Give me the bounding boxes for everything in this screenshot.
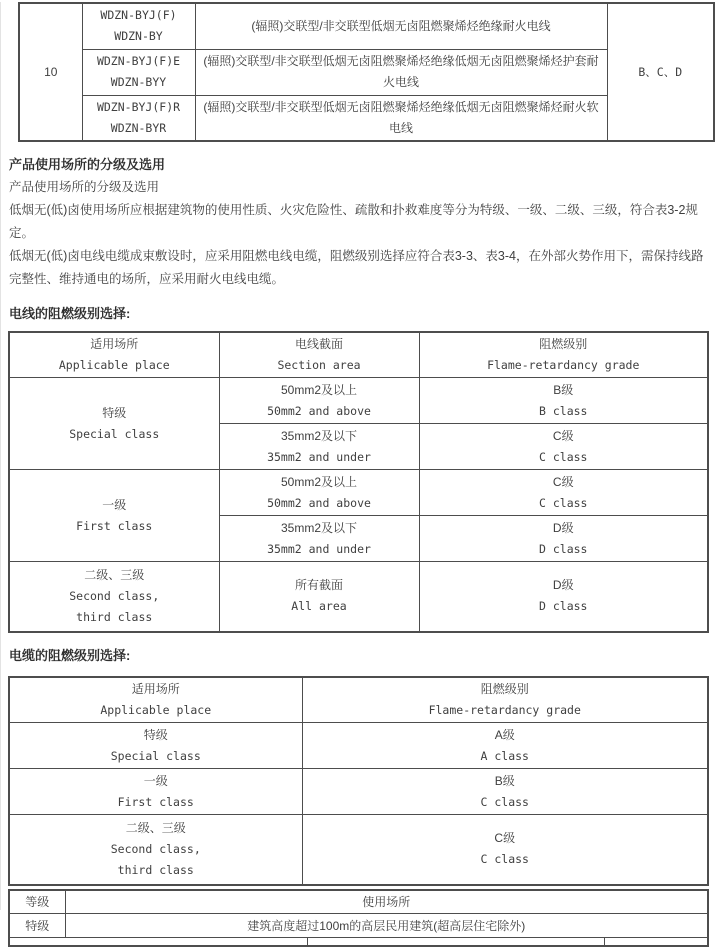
section-cell: 35mm2及以下 35mm2 and under (219, 516, 419, 562)
grade-cell: D级 D class (419, 562, 708, 632)
cable-table-heading: 电缆的阻燃级别选择: (9, 647, 131, 663)
table-header-row (9, 677, 708, 723)
grade-cell: D级 D class (419, 516, 708, 562)
usage-place-grade-table (8, 889, 709, 947)
table-header-row (9, 332, 708, 378)
model-code: WDZN-BYJ(F)R (96, 99, 181, 114)
table-row (9, 470, 708, 516)
table-header-row (9, 890, 708, 914)
place-cell: 一级 First class (9, 769, 302, 815)
wire-flame-grade-table (8, 331, 709, 633)
model-code: WDZN-BY (114, 29, 163, 44)
wire-table-heading: 电线的阻燃级别选择: (9, 306, 131, 321)
model-code: WDZN-BYJ(F) (100, 8, 177, 23)
level-cell: 特级 (9, 914, 65, 938)
level-header-cell: 等级 (9, 890, 65, 914)
cable-flame-grade-table (8, 676, 709, 886)
section-cell: 所有截面 All area (219, 562, 419, 632)
section-subheading: 产品使用场所的分级及选用 (9, 180, 160, 194)
model-code-cell (82, 3, 195, 49)
place-cell: 特级 Special class (9, 723, 302, 769)
level-cell (9, 938, 307, 946)
model-code-cell (82, 49, 195, 95)
grade-cell: C级 C class (419, 470, 708, 516)
product-description-cell: (辐照)交联型/非交联型低烟无卤阻燃聚烯烃绝缘耐火电线 (195, 3, 607, 49)
model-code: WDZN-BYJ(F)E (96, 54, 181, 68)
cable-heading-block (9, 644, 709, 667)
place-cell: 特级 Special class (9, 378, 219, 470)
paragraph: 低烟无(低)卤电线电缆成束敷设时，应采用阻燃电线电缆，阻燃级别选择应符合表3-3、表3-4，在外部火势作用下，需保持线路完整性、维持通电的场所，应采用耐火电线电缆。 (9, 249, 704, 286)
product-model-table (18, 2, 715, 142)
grade-cell: A级 A class (302, 723, 708, 769)
table-row-clipped (9, 938, 708, 946)
model-code: WDZN-BYR (110, 120, 167, 135)
table-row (9, 769, 708, 815)
place-cell: 二级、三级 Second class, third class (9, 815, 302, 885)
place-cell (604, 938, 708, 946)
place-cell: 一级 First class (9, 470, 219, 562)
header-section-area: 电线截面 Section area (219, 332, 419, 378)
classification-section (9, 153, 709, 325)
header-applicable-place: 适用场所 Applicable place (9, 677, 302, 723)
grade-cell: C级 C class (419, 424, 708, 470)
product-description-cell: (辐照)交联型/非交联型低烟无卤阻燃聚烯烃绝缘低烟无卤阻燃聚烯烃耐火软电线 (195, 95, 607, 141)
grade-letters-cell: B、C、D (607, 3, 714, 141)
table-row (19, 3, 714, 49)
product-description-cell: (辐照)交联型/非交联型低烟无卤阻燃聚烯烃绝缘低烟无卤阻燃聚烯烃护套耐火电线 (195, 49, 607, 95)
section-cell: 35mm2及以下 35mm2 and under (219, 424, 419, 470)
model-code-cell (82, 95, 195, 141)
section-heading: 产品使用场所的分级及选用 (9, 157, 166, 172)
place-header-cell: 使用场所 (65, 890, 708, 914)
section-cell: 50mm2及以上 50mm2 and above (219, 470, 419, 516)
table-row (9, 815, 708, 885)
table-row (9, 914, 708, 938)
model-code: WDZN-BYY (110, 75, 167, 89)
table-row (9, 378, 708, 424)
section-cell: 50mm2及以上 50mm2 and above (219, 378, 419, 424)
header-flame-grade: 阻燃级别 Flame-retardancy grade (302, 677, 708, 723)
place-cell: 二级、三级 Second class, third class (9, 562, 219, 632)
place-cell (307, 938, 604, 946)
grade-cell: B级 B class (419, 378, 708, 424)
paragraph: 低烟无(低)卤使用场所应根据建筑物的使用性质、火灾危险性、疏散和扑救难度等分为特级、一级、二级、三级，符合表3-2规定。 (9, 203, 698, 240)
grade-cell: C级 C class (302, 815, 708, 885)
header-flame-grade: 阻燃级别 Flame-retardancy grade (419, 332, 708, 378)
document-page (0, 2, 713, 933)
grade-cell: B级 C class (302, 769, 708, 815)
table-row (9, 723, 708, 769)
table-row (9, 562, 708, 632)
place-cell: 建筑高度超过100m的高层民用建筑(超高层住宅除外) (65, 914, 708, 938)
header-applicable-place: 适用场所 Applicable place (9, 332, 219, 378)
row-number-cell: 10 (19, 3, 82, 141)
